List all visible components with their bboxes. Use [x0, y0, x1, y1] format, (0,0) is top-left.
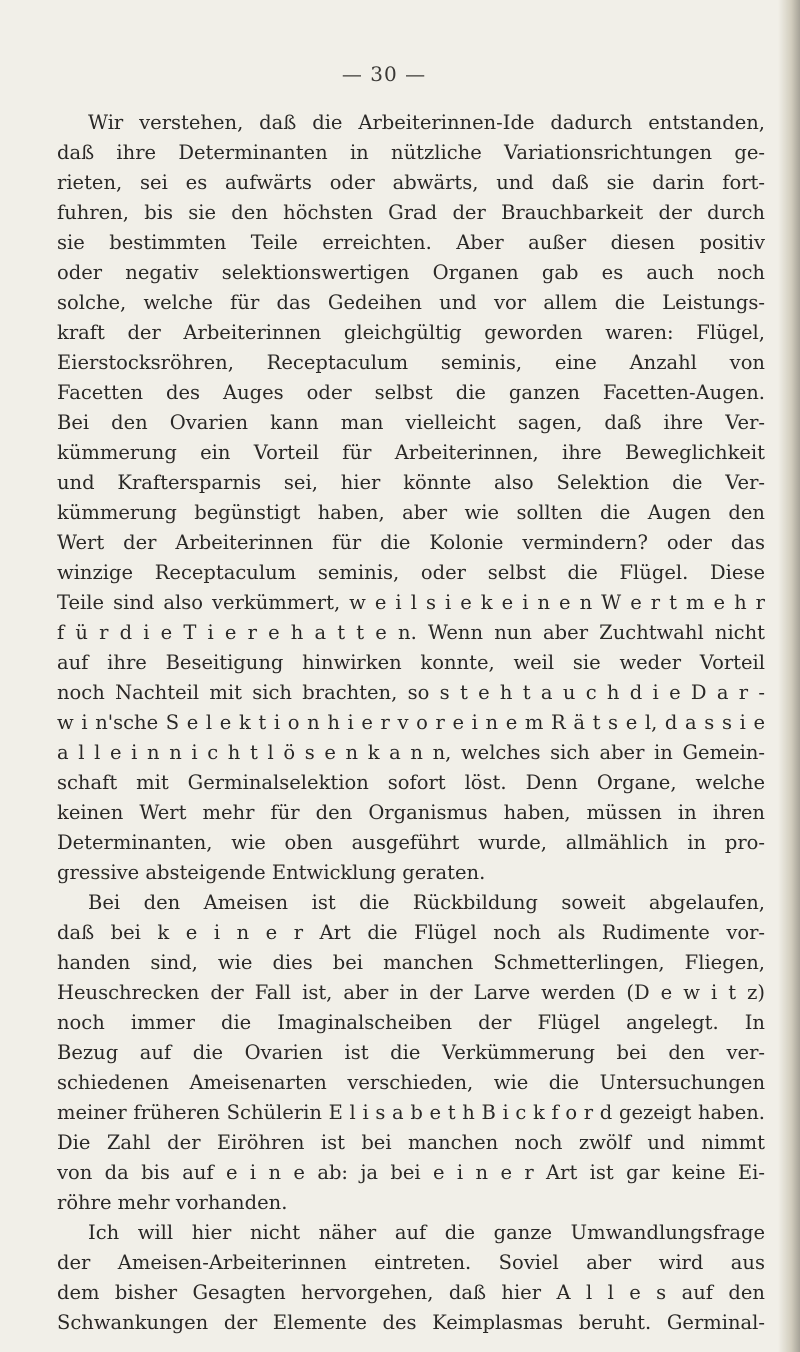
text-line: noch immer die Imaginalscheiben der Flügel angelegt. In: [57, 1011, 765, 1034]
text-line: winzige Receptaculum seminis, oder selbst die Flügel. Diese: [57, 561, 765, 584]
text-line: Determinanten, wie oben ausgeführt wurde, allmählich in pro-: [57, 831, 765, 854]
text-line: meiner früheren Schülerin E l i s a b e t h B i c k f o r d gezeigt haben.: [57, 1101, 765, 1124]
text-line: oder negativ selektionswertigen Organen gab es auch noch: [57, 261, 765, 284]
text-line: von da bis auf e i n e ab: ja bei e i n e r Art ist gar keine Ei-: [57, 1161, 765, 1184]
text-line: Wir verstehen, daß die Arbeiterinnen-Ide dadurch entstanden,: [88, 111, 765, 134]
text-line: noch Nachteil mit sich brachten, so s t e h t a u c h d i e D a r -: [57, 681, 765, 704]
text-line: Eierstocksröhren, Receptaculum seminis, eine Anzahl von: [57, 351, 765, 374]
text-line: w i n'sche S e l e k t i o n h i e r v o r e i n e m R ä t s e l, d a s s i e: [57, 711, 765, 734]
text-line: kümmerung ein Vorteil für Arbeiterinnen, ihre Beweglichkeit: [57, 441, 765, 464]
text-line: gressive absteigende Entwicklung geraten.: [57, 861, 486, 884]
text-line: der Ameisen-Arbeiterinnen eintreten. Soviel aber wird aus: [57, 1251, 765, 1274]
text-line: schiedenen Ameisenarten verschieden, wie die Untersuchungen: [57, 1071, 765, 1094]
text-line: daß bei k e i n e r Art die Flügel noch als Rudimente vor-: [57, 921, 765, 944]
text-line: Facetten des Auges oder selbst die ganzen Facetten-Augen.: [57, 381, 765, 404]
text-line: a l l e i n n i c h t l ö s e n k a n n, welches sich aber in Gemein-: [57, 741, 765, 764]
text-line: Heuschrecken der Fall ist, aber in der Larve werden (D e w i t z): [57, 981, 765, 1004]
text-line: handen sind, wie dies bei manchen Schmetterlingen, Fliegen,: [57, 951, 765, 974]
text-line: keinen Wert mehr für den Organismus haben, müssen in ihren: [57, 801, 765, 824]
text-line: f ü r d i e T i e r e h a t t e n. Wenn nun aber Zuchtwahl nicht: [57, 621, 765, 644]
text-line: fuhren, bis sie den höchsten Grad der Brauchbarkeit der durch: [57, 201, 765, 224]
text-line: Wert der Arbeiterinnen für die Kolonie vermindern? oder das: [57, 531, 765, 554]
text-line: und Kraftersparnis sei, hier könnte also Selektion die Ver-: [57, 471, 765, 494]
page-number: — 30 —: [341, 62, 427, 86]
text-line: kümmerung begünstigt haben, aber wie sollten die Augen den: [57, 501, 765, 524]
body-text: [57, 108, 765, 1338]
text-line: rieten, sei es aufwärts oder abwärts, und daß sie darin fort-: [57, 171, 765, 194]
text-line: dem bisher Gesagten hervorgehen, daß hier A l l e s auf den: [57, 1281, 765, 1304]
text-line: Schwankungen der Elemente des Keimplasmas beruht. Germinal-: [57, 1311, 765, 1334]
text-line: Die Zahl der Eiröhren ist bei manchen noch zwölf und nimmt: [57, 1131, 765, 1154]
text-line: röhre mehr vorhanden.: [57, 1191, 288, 1214]
text-line: Ich will hier nicht näher auf die ganze Umwandlungsfrage: [88, 1221, 765, 1244]
page-edge-shadow: [778, 0, 800, 1352]
text-line: Bei den Ovarien kann man vielleicht sagen, daß ihre Ver-: [57, 411, 765, 434]
text-line: solche, welche für das Gedeihen und vor allem die Leistungs-: [57, 291, 765, 314]
text-line: auf ihre Beseitigung hinwirken konnte, weil sie weder Vorteil: [57, 651, 765, 674]
text-line: Bezug auf die Ovarien ist die Verkümmerung bei den ver-: [57, 1041, 765, 1064]
text-line: daß ihre Determinanten in nützliche Variationsrichtungen ge-: [57, 141, 765, 164]
text-line: schaft mit Germinalselektion sofort löst. Denn Organe, welche: [57, 771, 765, 794]
text-line: sie bestimmten Teile erreichten. Aber außer diesen positiv: [57, 231, 765, 254]
text-line: kraft der Arbeiterinnen gleichgültig geworden waren: Flügel,: [57, 321, 765, 344]
text-line: Teile sind also verkümmert, w e i l s i e k e i n e n W e r t m e h r: [57, 591, 765, 614]
text-line: Bei den Ameisen ist die Rückbildung soweit abgelaufen,: [88, 891, 765, 914]
